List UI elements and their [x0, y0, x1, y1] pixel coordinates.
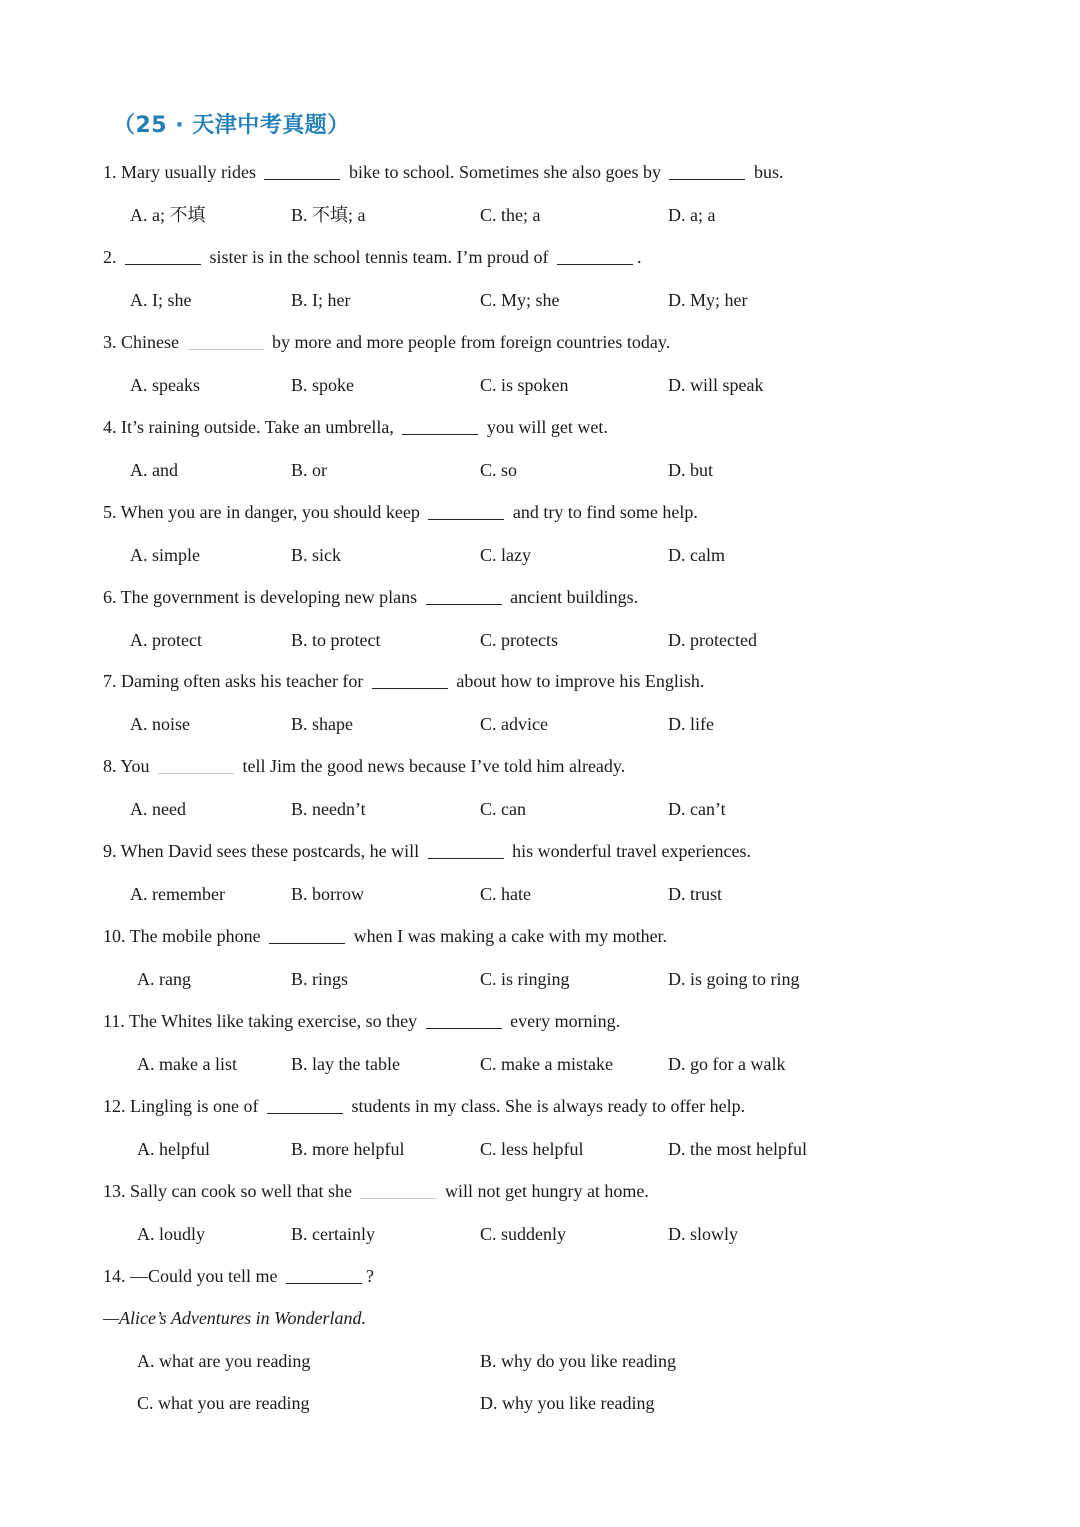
answer-option[interactable]: A. rang [137, 968, 191, 989]
answer-blank [158, 772, 234, 774]
answer-option[interactable]: A. noise [130, 713, 190, 734]
answer-option[interactable]: C. less helpful [480, 1138, 584, 1159]
question-stem [103, 669, 704, 693]
answer-option[interactable]: A. speaks [130, 374, 200, 395]
question-text: students in my class. She is always ready to offer help. [347, 1096, 746, 1116]
answer-option[interactable]: B. rings [291, 968, 349, 989]
question-text: his wonderful travel experiences. [507, 841, 751, 861]
answer-blank [557, 263, 633, 265]
answer-blank [428, 857, 504, 859]
answer-blank [188, 348, 264, 350]
question-text: 1. Mary usually rides [103, 162, 261, 182]
question-text: ? [366, 1266, 374, 1286]
question-text: 12. Lingling is one of [103, 1096, 263, 1116]
answer-option[interactable]: D. a; a [668, 204, 716, 225]
question-text: 13. Sally can cook so well that she [103, 1181, 357, 1201]
answer-option[interactable]: D. protected [668, 629, 757, 650]
answer-option[interactable]: D. slowly [668, 1223, 739, 1244]
answer-blank [372, 687, 448, 689]
answer-blank [428, 518, 504, 520]
question-text: about how to improve his English. [451, 671, 705, 691]
answer-option[interactable]: A. loudly [137, 1223, 206, 1244]
answer-option[interactable]: C. what you are reading [137, 1393, 310, 1413]
question-stem [103, 415, 608, 439]
question-text: 8. You [103, 756, 155, 776]
answer-option[interactable]: B. needn’t [291, 798, 366, 819]
dialogue-answer: —Alice’s Adventures in Wonderland. [103, 1308, 366, 1328]
answer-option[interactable]: C. My; she [480, 289, 560, 310]
answer-option[interactable]: B. sick [291, 544, 342, 565]
question-text: ancient buildings. [505, 587, 639, 607]
answer-option[interactable]: A. simple [130, 544, 200, 565]
answer-option[interactable]: D. is going to ring [668, 968, 800, 989]
question-text: bike to school. Sometimes she also goes by [344, 162, 666, 182]
question-text: 14. —Could you tell me [103, 1266, 282, 1286]
answer-option[interactable]: B. spoke [291, 374, 354, 395]
answer-option[interactable]: B. borrow [291, 883, 364, 904]
question-text: . [636, 247, 642, 267]
answer-option[interactable]: A. what are you reading [137, 1351, 311, 1371]
answer-option[interactable]: D. but [668, 459, 713, 480]
question-stem [103, 330, 670, 354]
answer-option[interactable]: A. helpful [137, 1138, 210, 1159]
question-stem [103, 1009, 620, 1033]
answer-option[interactable]: C. is spoken [480, 374, 569, 395]
answer-blank [426, 603, 502, 605]
answer-option[interactable]: D. why you like reading [480, 1393, 655, 1413]
question-stem [103, 160, 783, 184]
question-text: every morning. [505, 1011, 621, 1031]
question-stem [103, 839, 751, 863]
question-text: 10. The mobile phone [103, 926, 266, 946]
answer-option[interactable]: D. can’t [668, 798, 726, 819]
answer-option[interactable]: A. I; she [130, 289, 192, 310]
question-text: 7. Daming often asks his teacher for [103, 671, 368, 691]
answer-option[interactable]: B. 不填; a [291, 204, 366, 225]
answer-option[interactable]: D. My; her [668, 289, 748, 310]
answer-option[interactable]: D. calm [668, 544, 725, 565]
answer-option[interactable]: B. more helpful [291, 1138, 405, 1159]
answer-option[interactable]: D. the most helpful [668, 1138, 807, 1159]
answer-option[interactable]: C. protects [480, 629, 558, 650]
answer-option[interactable]: A. need [130, 798, 186, 819]
question-stem [103, 1179, 649, 1203]
answer-option[interactable]: C. the; a [480, 204, 541, 225]
answer-blank [402, 433, 478, 435]
answer-option[interactable]: B. why do you like reading [480, 1351, 676, 1371]
answer-option[interactable]: C. lazy [480, 544, 531, 565]
question-text: bus. [749, 162, 784, 182]
question-text: will not get hungry at home. [440, 1181, 649, 1201]
answer-option[interactable]: C. make a mistake [480, 1053, 613, 1074]
answer-blank [125, 263, 201, 265]
answer-option[interactable]: A. and [130, 459, 178, 480]
question-stem [103, 924, 667, 948]
question-text: and try to find some help. [508, 502, 698, 522]
answer-option[interactable]: D. life [668, 713, 714, 734]
answer-blank [264, 178, 340, 180]
question-text: when I was making a cake with my mother. [349, 926, 668, 946]
page-title: （25 · 天津中考真题） [113, 113, 350, 138]
answer-option[interactable]: C. so [480, 459, 518, 480]
answer-blank [267, 1112, 343, 1114]
answer-option[interactable]: D. will speak [668, 374, 764, 395]
answer-option[interactable]: A. remember [130, 883, 225, 904]
question-stem [103, 500, 698, 524]
answer-option[interactable]: B. to protect [291, 629, 381, 650]
question-text: tell Jim the good news because I’ve told him already. [238, 756, 626, 776]
answer-option[interactable]: C. suddenly [480, 1223, 567, 1244]
question-text: 2. [103, 247, 121, 267]
answer-option[interactable]: C. can [480, 798, 526, 819]
question-text: 5. When you are in danger, you should keep [103, 502, 425, 522]
answer-blank [669, 178, 745, 180]
question-text: 9. When David sees these postcards, he will [103, 841, 424, 861]
answer-option[interactable]: C. hate [480, 883, 531, 904]
answer-option[interactable]: D. go for a walk [668, 1053, 786, 1074]
question-stem [103, 1094, 745, 1118]
answer-option[interactable]: B. lay the table [291, 1053, 400, 1074]
question-text: sister is in the school tennis team. I’m proud of [205, 247, 553, 267]
answer-blank [286, 1282, 362, 1284]
question-stem [103, 1264, 374, 1288]
answer-blank [426, 1027, 502, 1029]
answer-option[interactable]: B. shape [291, 713, 353, 734]
answer-blank [360, 1197, 436, 1199]
answer-option[interactable]: A. make a list [137, 1053, 237, 1074]
answer-option[interactable]: B. certainly [291, 1223, 375, 1244]
answer-option[interactable]: A. protect [130, 629, 202, 650]
question-stem [103, 585, 638, 609]
question-text: 3. Chinese [103, 332, 184, 352]
answer-option[interactable]: A. a; 不填 [130, 204, 206, 225]
answer-option[interactable]: B. or [291, 459, 327, 480]
answer-blank [269, 942, 345, 944]
answer-option[interactable]: D. trust [668, 883, 722, 904]
question-stem [103, 754, 625, 778]
question-text: you will get wet. [482, 417, 608, 437]
question-stem [103, 245, 641, 269]
answer-option[interactable]: C. advice [480, 713, 548, 734]
answer-option[interactable]: B. I; her [291, 289, 351, 310]
question-text: 11. The Whites like taking exercise, so they [103, 1011, 422, 1031]
question-text: 6. The government is developing new plans [103, 587, 422, 607]
answer-option[interactable]: C. is ringing [480, 968, 570, 989]
question-text: 4. It’s raining outside. Take an umbrella, [103, 417, 399, 437]
question-text: by more and more people from foreign countries today. [267, 332, 671, 352]
